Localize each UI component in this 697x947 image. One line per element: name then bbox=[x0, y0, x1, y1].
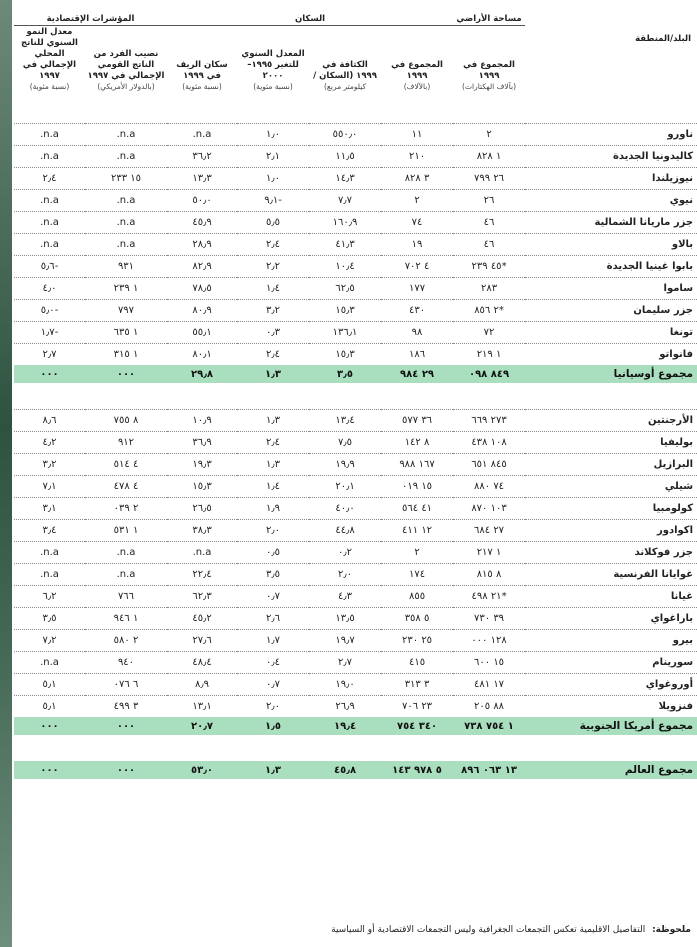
value-cell: ٢٧٣ ٦٦٩ bbox=[453, 410, 525, 432]
value-cell: ١٫٠ bbox=[237, 124, 309, 146]
table-row bbox=[14, 256, 697, 278]
value-cell: n.a. bbox=[14, 146, 85, 168]
value-cell: ٢٨٣ bbox=[453, 278, 525, 300]
value-cell: ٥٥٫١ bbox=[167, 322, 237, 344]
value-cell: ٣ ٣١٣ bbox=[381, 674, 453, 696]
country-name: غوايانا الفرنسية bbox=[525, 564, 697, 586]
value-cell: ٠٫٢ bbox=[309, 542, 381, 564]
value-cell: n.a. bbox=[167, 542, 237, 564]
country-name: بالاو bbox=[525, 234, 697, 256]
value-cell: *٤٥ ٢٣٩ bbox=[453, 256, 525, 278]
value-cell: ٢٫٧ bbox=[309, 652, 381, 674]
country-name: جزر سليمان bbox=[525, 300, 697, 322]
value-cell: ٢٫٤ bbox=[237, 344, 309, 366]
country-name: تونغا bbox=[525, 322, 697, 344]
value-cell: ٤٫٣ bbox=[309, 586, 381, 608]
value-cell: ٤ ٧٠٢ bbox=[381, 256, 453, 278]
value-cell: ١٣ ٠٦٣ ٨٩٦ bbox=[453, 761, 525, 779]
value-cell: n.a. bbox=[14, 652, 85, 674]
value-cell: ٢٫٢ bbox=[237, 256, 309, 278]
value-cell: ١٣٦٫١ bbox=[309, 322, 381, 344]
value-cell: ٢٧ ٦٨٤ bbox=[453, 520, 525, 542]
value-cell: ٢٥ ٢٣٠ bbox=[381, 630, 453, 652]
country-name: اكوادور bbox=[525, 520, 697, 542]
table-row bbox=[14, 542, 697, 564]
value-cell: ٣٫٥ bbox=[237, 564, 309, 586]
table-row bbox=[14, 344, 697, 366]
value-cell: ١٢ ٤١١ bbox=[381, 520, 453, 542]
value-cell: ٩١٢ bbox=[85, 432, 167, 454]
value-cell: ٢ ٥٨٠ bbox=[85, 630, 167, 652]
value-cell: ٦ ٠٧٦ bbox=[85, 674, 167, 696]
value-cell: ٨٢٫٩ bbox=[167, 256, 237, 278]
value-cell: ٨ ١٤٢ bbox=[381, 432, 453, 454]
header-country: البلد/المنطقة bbox=[635, 34, 692, 44]
value-cell: ٢٫١ bbox=[237, 146, 309, 168]
value-cell: ٢ bbox=[381, 542, 453, 564]
header-col-density: الكثافة في ١٩٩٩ (السكان / كيلومتر مربع) bbox=[313, 60, 377, 92]
footnote-text: التفاصيل الاقليمية تعكس التجمعات الجغرافية وليس التجمعات الاقتصادية أو السياسية bbox=[331, 925, 646, 935]
country-name: مجموع العالم bbox=[525, 761, 697, 779]
value-cell: ٤٠٫٠ bbox=[309, 498, 381, 520]
value-cell: ١٫٥ bbox=[237, 717, 309, 735]
value-cell: ١٩٫٧ bbox=[309, 630, 381, 652]
value-cell: ٩٨ bbox=[381, 322, 453, 344]
value-cell: ١٥ ٢٣٣ bbox=[85, 168, 167, 190]
value-cell: n.a. bbox=[85, 124, 167, 146]
value-cell: ٦٢٫٥ bbox=[309, 278, 381, 300]
table-row bbox=[14, 300, 697, 322]
table-row bbox=[14, 146, 697, 168]
value-cell: ٤٥٫٨ bbox=[309, 761, 381, 779]
value-cell: ٢٩٫٨ bbox=[167, 365, 237, 383]
country-name: مجموع أمريكا الجنوبية bbox=[525, 717, 697, 735]
value-cell: ١٩٫٣ bbox=[167, 454, 237, 476]
value-cell: ٢٦٫٥ bbox=[167, 498, 237, 520]
header-col-rural: سكان الريف في ١٩٩٩ (نسبة مئوية) bbox=[176, 60, 228, 92]
decorative-side-bar bbox=[0, 0, 12, 947]
total-row bbox=[14, 717, 697, 735]
section-south-america bbox=[14, 383, 697, 735]
value-cell: ٢٧٫٦ bbox=[167, 630, 237, 652]
value-cell: ١٫٩ bbox=[237, 498, 309, 520]
country-name: سورينام bbox=[525, 652, 697, 674]
value-cell: ١ ٥٣١ bbox=[85, 520, 167, 542]
value-cell: ١٫٠ bbox=[237, 168, 309, 190]
value-cell: ٨٠٫١ bbox=[167, 344, 237, 366]
table-row bbox=[14, 498, 697, 520]
total-row bbox=[14, 761, 697, 779]
value-cell: ٠٫٣ bbox=[237, 322, 309, 344]
value-cell: ١ ٢٣٩ bbox=[85, 278, 167, 300]
value-cell: n.a. bbox=[85, 234, 167, 256]
value-cell: ٣٨٫٣ bbox=[167, 520, 237, 542]
value-cell: ٧٢ bbox=[453, 322, 525, 344]
value-cell: ٧٩٧ bbox=[85, 300, 167, 322]
value-cell: ١٥ ٦٠٠ bbox=[453, 652, 525, 674]
value-cell: ٨٫٦ bbox=[14, 410, 85, 432]
value-cell: ٢٠٫٧ bbox=[167, 717, 237, 735]
value-cell: ١٥ ٠١٩ bbox=[381, 476, 453, 498]
value-cell: ٥ ٩٧٨ ١٤٣ bbox=[381, 761, 453, 779]
value-cell: ١٫٤ bbox=[237, 278, 309, 300]
value-cell: ٧٫٢ bbox=[14, 630, 85, 652]
country-name: أوروغواي bbox=[525, 674, 697, 696]
value-cell: ٨٠٫٩ bbox=[167, 300, 237, 322]
country-name: الأرجنتين bbox=[525, 410, 697, 432]
value-cell: n.a. bbox=[14, 190, 85, 212]
value-cell: ٢ bbox=[453, 124, 525, 146]
table-row bbox=[14, 520, 697, 542]
section-oceania bbox=[14, 98, 697, 383]
country-name: ساموا bbox=[525, 278, 697, 300]
section-world bbox=[14, 735, 697, 779]
country-name: بوليفيا bbox=[525, 432, 697, 454]
value-cell: ٢٠٫١ bbox=[309, 476, 381, 498]
value-cell: ٨٤٥ ٦٥١ bbox=[453, 454, 525, 476]
country-name: جزر ماريانا الشمالية bbox=[525, 212, 697, 234]
header-group-economy: المؤشرات الإقتصادية bbox=[14, 0, 167, 26]
value-cell: ٠٠٠ bbox=[14, 761, 85, 779]
table-row bbox=[14, 322, 697, 344]
value-cell: ٢٫٦ bbox=[237, 608, 309, 630]
value-cell: ٥٣٫٠ bbox=[167, 761, 237, 779]
table-row bbox=[14, 124, 697, 146]
value-cell: ١٢٨ ٠٠٠ bbox=[453, 630, 525, 652]
header-col-growth-rate: المعدل السنوي للتغير ١٩٩٥–٢٠٠٠ (نسبة مئوية) bbox=[241, 49, 305, 92]
value-cell: ٣٫٥ bbox=[309, 365, 381, 383]
table-row bbox=[14, 564, 697, 586]
value-cell: ٢٫٤ bbox=[237, 432, 309, 454]
value-cell: ٥٠٫٠ bbox=[167, 190, 237, 212]
value-cell: ٦٢٫٣ bbox=[167, 586, 237, 608]
value-cell: ٨٨ ٢٠٥ bbox=[453, 696, 525, 718]
value-cell: ١٣٫٤ bbox=[309, 410, 381, 432]
value-cell: *٢ ٨٥٦ bbox=[453, 300, 525, 322]
table-row bbox=[14, 476, 697, 498]
value-cell: ٨ ٨١٥ bbox=[453, 564, 525, 586]
value-cell: ١ ٩٤٦ bbox=[85, 608, 167, 630]
value-cell: ١٧ ٤٨١ bbox=[453, 674, 525, 696]
value-cell: ٤٦ bbox=[453, 234, 525, 256]
value-cell: ١٩٫٩ bbox=[309, 454, 381, 476]
value-cell: ١٣٫٥ bbox=[309, 608, 381, 630]
value-cell: ١ ٢١٩ bbox=[453, 344, 525, 366]
value-cell: ٤ ٥١٤ bbox=[85, 454, 167, 476]
value-cell: ٢٦ ٧٩٩ bbox=[453, 168, 525, 190]
value-cell: ٣ ٤٩٩ bbox=[85, 696, 167, 718]
value-cell: ٠٠٠ bbox=[85, 365, 167, 383]
value-cell: ٨٫٩ bbox=[167, 674, 237, 696]
value-cell: ٣٫٤ bbox=[14, 520, 85, 542]
value-cell: ٥٫١ bbox=[14, 696, 85, 718]
value-cell: ٧٫١ bbox=[14, 476, 85, 498]
value-cell: ٥٫١ bbox=[14, 674, 85, 696]
country-name: البرازيل bbox=[525, 454, 697, 476]
value-cell: ٣٤٠ ٧٥٤ bbox=[381, 717, 453, 735]
value-cell: ١٦٠٫٩ bbox=[309, 212, 381, 234]
value-cell: n.a. bbox=[85, 146, 167, 168]
value-cell: *٢١ ٤٩٨ bbox=[453, 586, 525, 608]
value-cell: ٣٫٢ bbox=[14, 454, 85, 476]
value-cell: ٧٤ ٨٨٠ bbox=[453, 476, 525, 498]
country-name: باراغواي bbox=[525, 608, 697, 630]
value-cell: ٤١٥ bbox=[381, 652, 453, 674]
value-cell: n.a. bbox=[167, 124, 237, 146]
country-name: نيوزيلندا bbox=[525, 168, 697, 190]
country-name: نيوي bbox=[525, 190, 697, 212]
table-row bbox=[14, 410, 697, 432]
value-cell: ٠٫٧ bbox=[237, 674, 309, 696]
value-cell: ٠٫٤ bbox=[237, 652, 309, 674]
table-row bbox=[14, 630, 697, 652]
country-name: جزر فوكلاند bbox=[525, 542, 697, 564]
value-cell: n.a. bbox=[14, 124, 85, 146]
table-row bbox=[14, 278, 697, 300]
value-cell: ٣٦ ٥٧٧ bbox=[381, 410, 453, 432]
table-row bbox=[14, 212, 697, 234]
value-cell: ١٠٨ ٤٣٨ bbox=[453, 432, 525, 454]
footnote bbox=[331, 925, 691, 935]
value-cell: ٢٣ ٧٠٦ bbox=[381, 696, 453, 718]
value-cell: ٣٦٫٩ bbox=[167, 432, 237, 454]
value-cell: ٢٫٠ bbox=[309, 564, 381, 586]
country-name: كاليدونيا الجديدة bbox=[525, 146, 697, 168]
value-cell: ٢٦ bbox=[453, 190, 525, 212]
value-cell: ٤٨٫٤ bbox=[167, 652, 237, 674]
value-cell: ١٫٣ bbox=[237, 365, 309, 383]
value-cell: ٢٫٧ bbox=[14, 344, 85, 366]
value-cell: ٣ ٨٢٨ bbox=[381, 168, 453, 190]
header-group-population: السكان bbox=[167, 0, 453, 26]
value-cell: ٠٠٠ bbox=[14, 365, 85, 383]
value-cell: ٢٫٤ bbox=[237, 234, 309, 256]
country-name: ناورو bbox=[525, 124, 697, 146]
value-cell: ٢٫٠ bbox=[237, 520, 309, 542]
value-cell: -١٫٧ bbox=[14, 322, 85, 344]
value-cell: ٧٤ bbox=[381, 212, 453, 234]
value-cell: ٥٫٥ bbox=[237, 212, 309, 234]
value-cell: n.a. bbox=[14, 542, 85, 564]
header-col-pop-total: المجموع في ١٩٩٩ (بالآلاف) bbox=[391, 60, 443, 92]
table-row bbox=[14, 168, 697, 190]
value-cell: ٠٫٧ bbox=[237, 586, 309, 608]
value-cell: ٨٥٥ bbox=[381, 586, 453, 608]
value-cell: -٩٫١ bbox=[237, 190, 309, 212]
header-col-land-total: المجموع في ١٩٩٩ (بآلاف الهكتارات) bbox=[462, 60, 516, 92]
country-name: غيانا bbox=[525, 586, 697, 608]
value-cell: ٨٤٩ ٠٩٨ bbox=[453, 365, 525, 383]
value-cell: ٤٥٫٢ bbox=[167, 608, 237, 630]
value-cell: ٤١ ٥٦٤ bbox=[381, 498, 453, 520]
value-cell: ١٣٫٣ bbox=[167, 168, 237, 190]
table-row bbox=[14, 586, 697, 608]
value-cell: -٥٫٠ bbox=[14, 300, 85, 322]
value-cell: ٥ ٣٥٨ bbox=[381, 608, 453, 630]
statistics-table bbox=[14, 0, 697, 788]
country-name: بابوا غينيا الجديدة bbox=[525, 256, 697, 278]
value-cell: ٩٤٠ bbox=[85, 652, 167, 674]
value-cell: n.a. bbox=[14, 212, 85, 234]
value-cell: ٧٨٫٥ bbox=[167, 278, 237, 300]
value-cell: ٤١٫٣ bbox=[309, 234, 381, 256]
header-col-gdp-growth: معدل النمو السنوي للناتج المحلي الإجمالي في ١٩٩٧ (نسبة مئوية) bbox=[21, 27, 78, 92]
value-cell: ١٫٤ bbox=[237, 476, 309, 498]
country-name: فانواتو bbox=[525, 344, 697, 366]
value-cell: n.a. bbox=[85, 212, 167, 234]
value-cell: ١٫٣ bbox=[237, 410, 309, 432]
value-cell: ١٫٧ bbox=[237, 630, 309, 652]
value-cell: ٣٦٫٢ bbox=[167, 146, 237, 168]
total-row bbox=[14, 365, 697, 383]
value-cell: ١ ٨٢٨ bbox=[453, 146, 525, 168]
header-group-land: مساحة الأراضي bbox=[453, 0, 525, 26]
value-cell: ٢٦٫٩ bbox=[309, 696, 381, 718]
country-name: كولومبيا bbox=[525, 498, 697, 520]
value-cell: ١٩ bbox=[381, 234, 453, 256]
value-cell: ٢ ٠٣٩ bbox=[85, 498, 167, 520]
value-cell: ٧٦٦ bbox=[85, 586, 167, 608]
table-row bbox=[14, 608, 697, 630]
value-cell: ١٤٫٣ bbox=[309, 168, 381, 190]
value-cell: ١٫٣ bbox=[237, 454, 309, 476]
value-cell: ٦٫٢ bbox=[14, 586, 85, 608]
value-cell: ١٥٫٣ bbox=[309, 344, 381, 366]
value-cell: ٤ ٤٧٨ bbox=[85, 476, 167, 498]
value-cell: ٠٠٠ bbox=[85, 761, 167, 779]
header-col-gnp-per-capita: نصيب الفرد من الناتج القومي الإجمالي في ١٩٩٧ (بالدولار الأمريكي) bbox=[87, 49, 165, 92]
value-cell: ١١ bbox=[381, 124, 453, 146]
value-cell: ٤٣٠ bbox=[381, 300, 453, 322]
country-name: شيلي bbox=[525, 476, 697, 498]
value-cell: ١٩٫٠ bbox=[309, 674, 381, 696]
table-row bbox=[14, 190, 697, 212]
value-cell: ١ ٢١٧ bbox=[453, 542, 525, 564]
value-cell: ٨ ٧٥٥ bbox=[85, 410, 167, 432]
value-cell: ١١٫٥ bbox=[309, 146, 381, 168]
value-cell: ١٫٣ bbox=[237, 761, 309, 779]
value-cell: n.a. bbox=[14, 234, 85, 256]
value-cell: ٢٫٠ bbox=[237, 696, 309, 718]
value-cell: ١٨٦ bbox=[381, 344, 453, 366]
value-cell: ١٧٧ bbox=[381, 278, 453, 300]
value-cell: ٤٥٫٩ bbox=[167, 212, 237, 234]
value-cell: n.a. bbox=[85, 190, 167, 212]
value-cell: ١٧٤ bbox=[381, 564, 453, 586]
value-cell: ٥٥٠٫٠ bbox=[309, 124, 381, 146]
value-cell: ٧٫٥ bbox=[309, 432, 381, 454]
value-cell: ٣٫٢ bbox=[237, 300, 309, 322]
value-cell: -٥٫٦ bbox=[14, 256, 85, 278]
value-cell: ٧٫٧ bbox=[309, 190, 381, 212]
value-cell: ٤٫٠ bbox=[14, 278, 85, 300]
statistics-sheet bbox=[14, 0, 697, 947]
value-cell: ٢١٠ bbox=[381, 146, 453, 168]
value-cell: ١ ٣١٥ bbox=[85, 344, 167, 366]
table-row bbox=[14, 674, 697, 696]
value-cell: ١٠٫٤ bbox=[309, 256, 381, 278]
footnote-label: ملحوظة: bbox=[652, 925, 691, 935]
value-cell: n.a. bbox=[85, 564, 167, 586]
table-row bbox=[14, 696, 697, 718]
value-cell: ١٩٫٤ bbox=[309, 717, 381, 735]
table-row bbox=[14, 652, 697, 674]
value-cell: ٢ bbox=[381, 190, 453, 212]
value-cell: ٤٤٫٨ bbox=[309, 520, 381, 542]
value-cell: ٠٠٠ bbox=[85, 717, 167, 735]
value-cell: ٢٩ ٩٨٤ bbox=[381, 365, 453, 383]
value-cell: ١٣٫١ bbox=[167, 696, 237, 718]
value-cell: n.a. bbox=[85, 542, 167, 564]
value-cell: ٢٨٫٩ bbox=[167, 234, 237, 256]
country-name: فنزويلا bbox=[525, 696, 697, 718]
table-row bbox=[14, 454, 697, 476]
value-cell: ١٠٣ ٨٧٠ bbox=[453, 498, 525, 520]
value-cell: ١ ٧٥٤ ٧٣٨ bbox=[453, 717, 525, 735]
value-cell: ٠٫٥ bbox=[237, 542, 309, 564]
value-cell: ٠٠٠ bbox=[14, 717, 85, 735]
country-name: مجموع أوسيانيا bbox=[525, 365, 697, 383]
country-name: بيرو bbox=[525, 630, 697, 652]
value-cell: ١٥٫٣ bbox=[309, 300, 381, 322]
value-cell: ٩٣١ bbox=[85, 256, 167, 278]
value-cell: ٤٦ bbox=[453, 212, 525, 234]
value-cell: ٣٩ ٧٣٠ bbox=[453, 608, 525, 630]
value-cell: ١ ٦٣٥ bbox=[85, 322, 167, 344]
value-cell: ١٥٫٣ bbox=[167, 476, 237, 498]
value-cell: ٢٫٤ bbox=[14, 168, 85, 190]
value-cell: ٤٫٢ bbox=[14, 432, 85, 454]
value-cell: ٣٫١ bbox=[14, 498, 85, 520]
value-cell: ٣٫٥ bbox=[14, 608, 85, 630]
table-row bbox=[14, 234, 697, 256]
value-cell: n.a. bbox=[14, 564, 85, 586]
table-row bbox=[14, 432, 697, 454]
value-cell: ٢٢٫٤ bbox=[167, 564, 237, 586]
value-cell: ١٠٫٩ bbox=[167, 410, 237, 432]
value-cell: ١٦٧ ٩٨٨ bbox=[381, 454, 453, 476]
